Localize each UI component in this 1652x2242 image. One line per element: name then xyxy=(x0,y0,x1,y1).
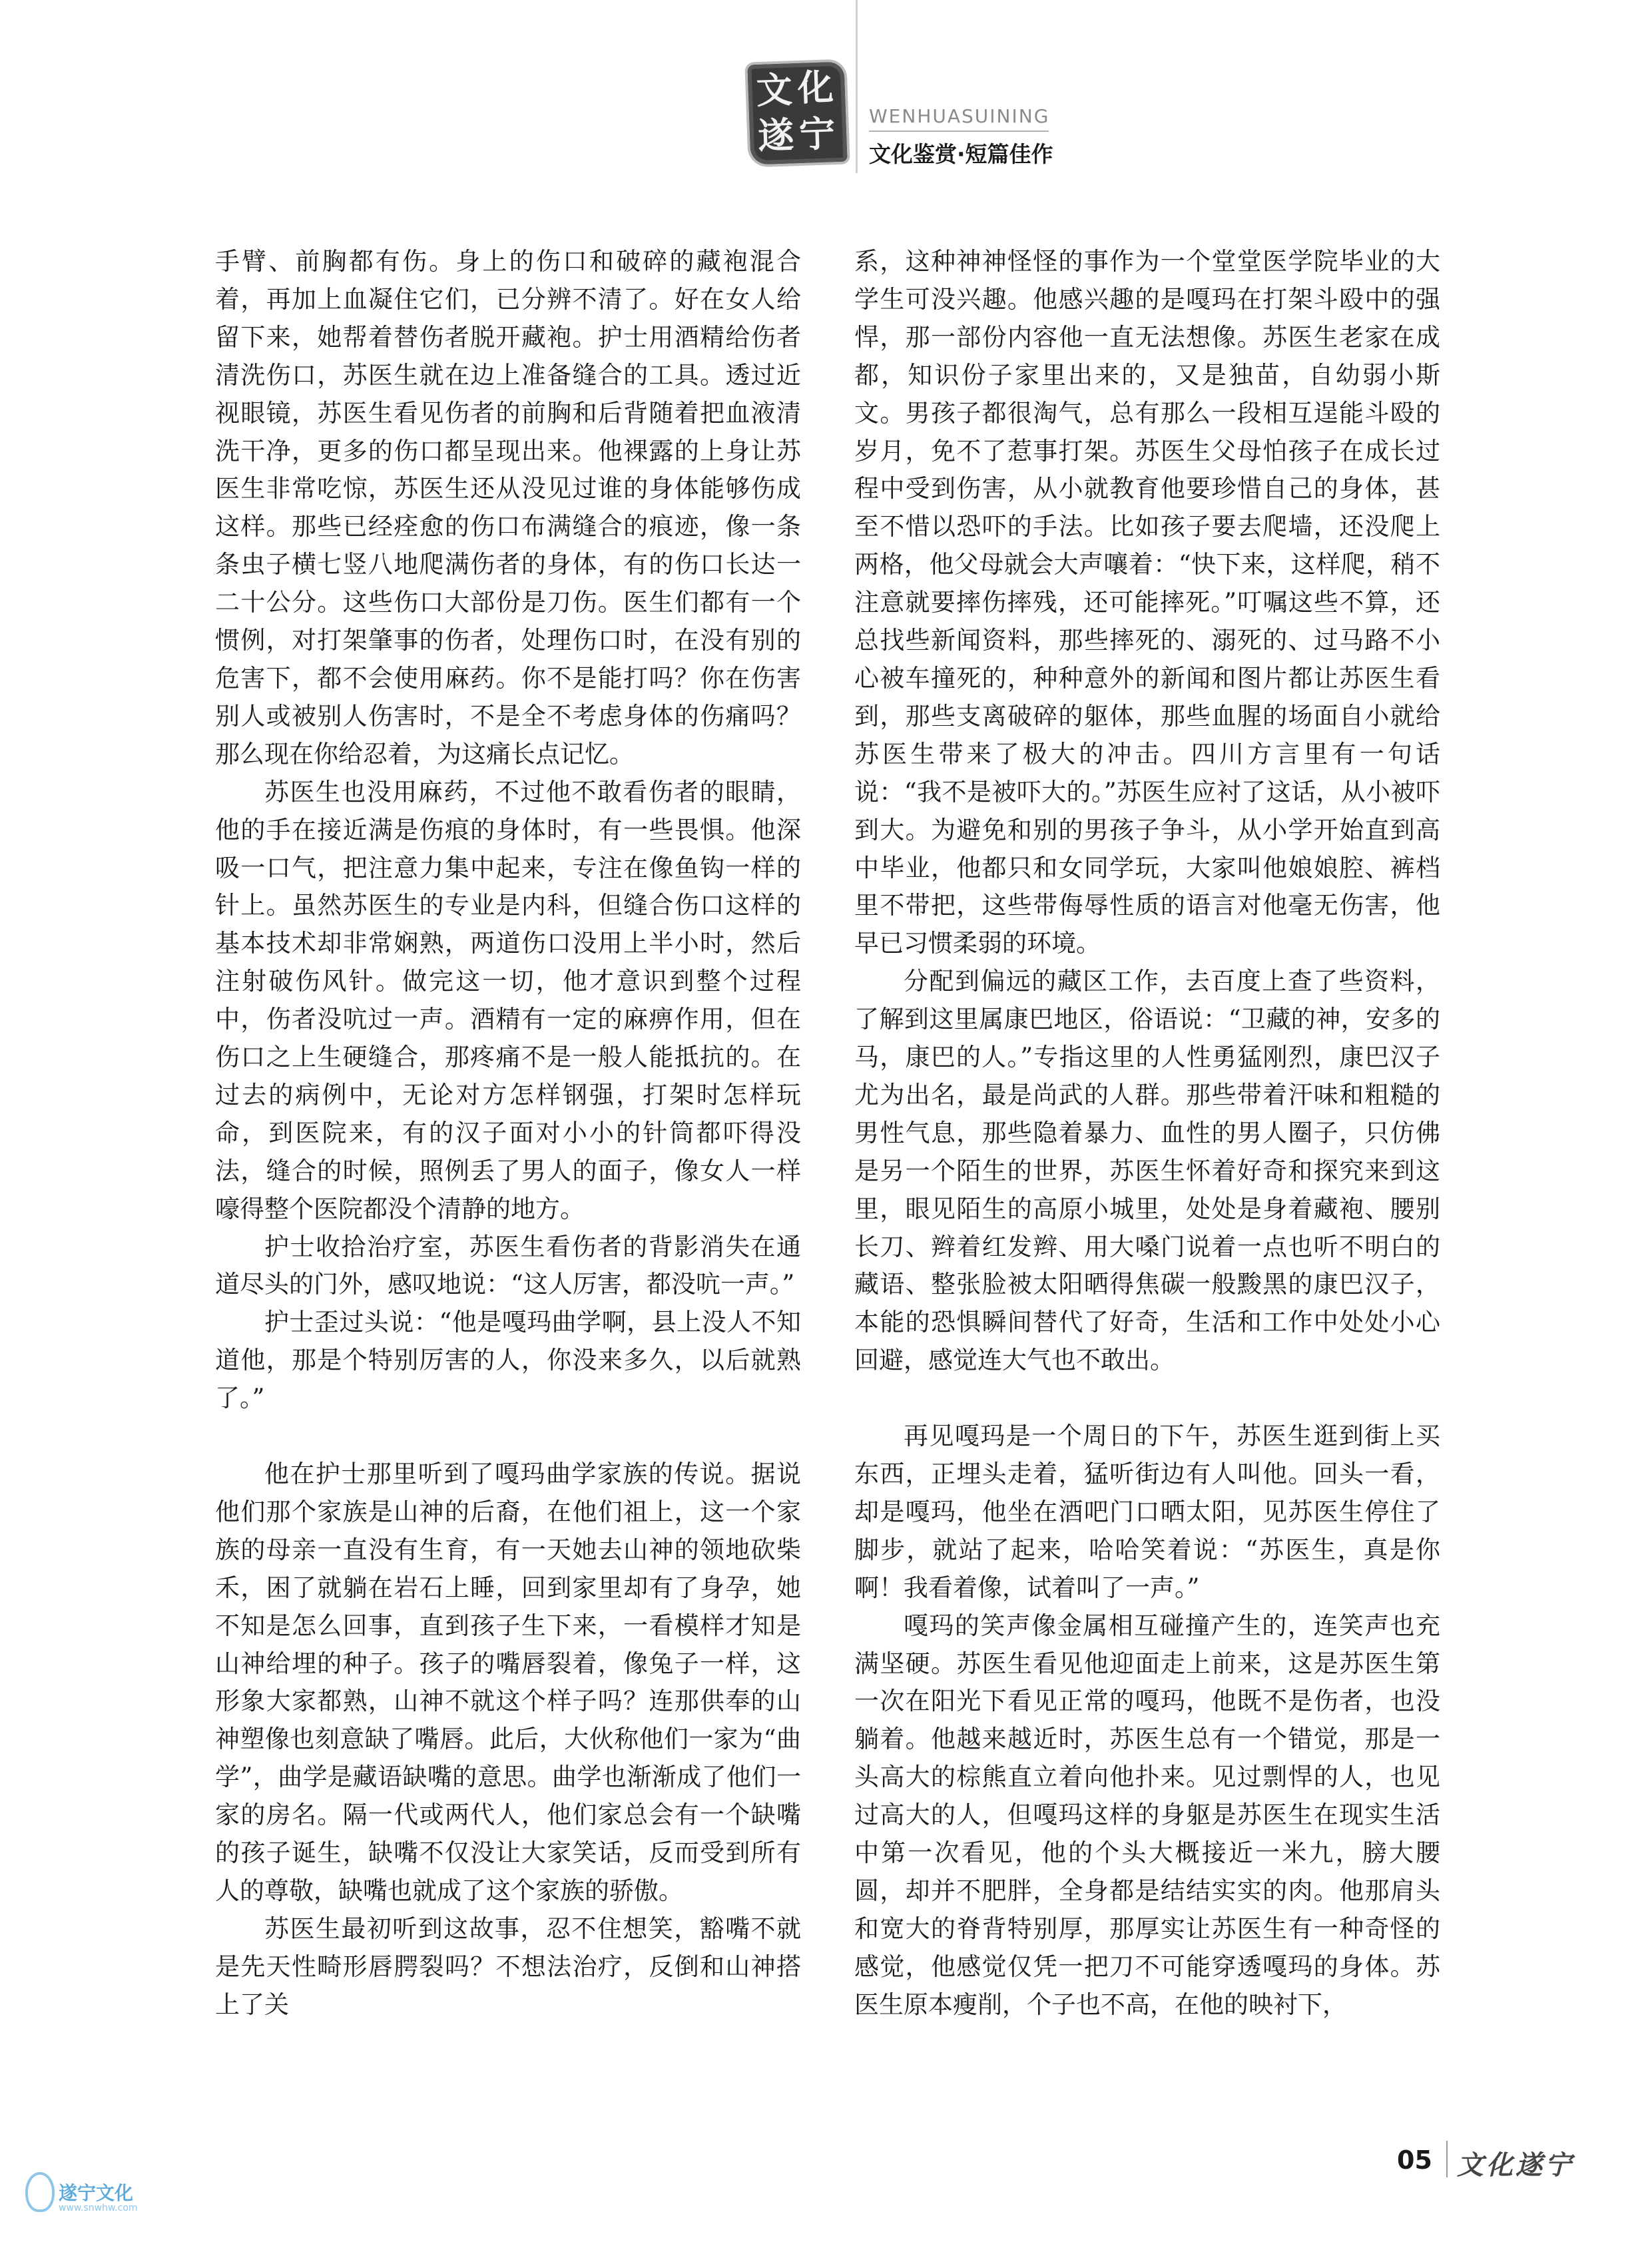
watermark-url: www.snwhw.com xyxy=(59,2203,138,2213)
footer-brand: 文化遂宁 xyxy=(1457,2149,1574,2181)
paragraph: 再见嘎玛是一个周日的下午，苏医生逛到街上买东西，正埋头走着，猛听街边有人叫他。回头一看，却是嘎玛，他坐在酒吧门口晒太阳，见苏医生停住了脚步，就站了起来，哈哈笑着说：“苏医生，真是你啊！我看着像，试着叫了一声。” xyxy=(854,1422,1440,1602)
section-gap xyxy=(215,1418,801,1456)
paragraph: 系，这种神神怪怪的事作为一个堂堂医学院毕业的大学生可没兴趣。他感兴趣的是嘎玛在打架斗殴中的强悍，那一部份内容他一直无法想像。苏医生老家在成都，知识份子家里出来的，又是独苗，自幼弱小斯文。男孩子都很淘气，总有那么一段相互逞能斗殴的岁月，免不了惹事打架。苏医生父母怕孩子在成长过程中受到伤害，从小就教育他要珍惜自己的身体，甚至不惜以恐吓的手法。比如孩子要去爬墙，还没爬上两格，他父母就会大声嚷着：“快下来，这样爬，稍不注意就要摔伤摔残，还可能摔死。”叮嘱这些不算，还总找些新闻资料，那些摔死的、溺死的、过马路不小心被车撞死的，种种意外的新闻和图片都让苏医生看到，那些支离破碎的躯体，那些血腥的场面自小就给苏医生带来了极大的冲击。四川方言里有一句话说：“我不是被吓大的。”苏医生应衬了这话，从小被吓到大。为避免和别的男孩子争斗，从小学开始直到高中毕业，他都只和女同学玩，大家叫他娘娘腔、裤档里不带把，这些带侮辱性质的语言对他毫无伤害，他早已习惯柔弱的环境。 xyxy=(854,247,1440,958)
watermark-text: 遂宁文化 xyxy=(59,2182,134,2204)
page-number: 05 xyxy=(1397,2145,1432,2175)
brand-latin-name: WENHUASUINING xyxy=(869,105,1050,127)
article-column-right xyxy=(854,243,1440,2024)
paragraph: 分配到偏远的藏区工作，去百度上查了些资料，了解到这里属康巴地区，俗语说：“卫藏的神，安多的马，康巴的人。”专指这里的人性勇猛刚烈，康巴汉子尤为出名，最是尚武的人群。那些带着汗味和粗糙的男性气息，那些隐着暴力、血性的男人圈子，只仿佛是另一个陌生的世界，苏医生怀着好奇和探究来到这里，眼见陌生的高原小城里，处处是身着藏袍、腰别长刀、辫着红发辫、用大嗓门说着一点也听不明白的藏语、整张脸被太阳晒得焦碳一般黢黑的康巴汉子，本能的恐惧瞬间替代了好奇，生活和工作中处处小心回避，感觉连大气也不敢出。 xyxy=(854,967,1440,1375)
paragraph: 苏医生最初听到这故事，忍不住想笑，豁嘴不就是先天性畸形唇腭裂吗？不想法治疗，反倒和山神搭上了关 xyxy=(215,1914,801,2019)
footer-separator xyxy=(1446,2141,1448,2177)
seal-char: 宁 xyxy=(798,112,836,156)
section-gap xyxy=(854,1380,1440,1418)
section-label: 文化鉴赏·短篇佳作 xyxy=(869,141,1053,167)
paragraph: 嘎玛的笑声像金属相互碰撞产生的，连笑声也充满坚硬。苏医生看见他迎面走上前来，这是苏医生第一次在阳光下看见正常的嘎玛，他既不是伤者，也没躺着。他越来越近时，苏医生总有一个错觉，那是一头高大的棕熊直立着向他扑来。见过剽悍的人，也见过高大的人，但嘎玛这样的身躯是苏医生在现实生活中第一次看见，他的个头大概接近一米九，膀大腰圆，却并不肥胖，全身都是结结实实的肉。他那肩头和宽大的脊背特别厚，那厚实让苏医生有一种奇怪的感觉，他感觉仅凭一把刀不可能穿透嘎玛的身体。苏医生原本瘦削，个子也不高，在他的映衬下， xyxy=(854,1611,1440,2019)
header-rule xyxy=(869,131,1049,132)
paragraph: 护士歪过头说：“他是嘎玛曲学啊，县上没人不知道他，那是个特别厉害的人，你没来多久，以后就熟了。” xyxy=(215,1308,801,1413)
watermark-logo-icon xyxy=(25,2172,55,2212)
paragraph: 手臂、前胸都有伤。身上的伤口和破碎的藏袍混合着，再加上血凝住它们，已分辨不清了。好在女人给留下来，她帮着替伤者脱开藏袍。护士用酒精给伤者清洗伤口，苏医生就在边上准备缝合的工具。透过近视眼镜，苏医生看见伤者的前胸和后背随着把血液清洗干净，更多的伤口都呈现出来。他裸露的上身让苏医生非常吃惊，苏医生还从没见过谁的身体能够伤成这样。那些已经痊愈的伤口布满缝合的痕迹，像一条条虫子横七竖八地爬满伤者的身体，有的伤口长达一二十公分。这些伤口大部份是刀伤。医生们都有一个惯例，对打架肇事的伤者，处理伤口时，在没有别的危害下，都不会使用麻药。你不是能打吗？你在伤害别人或被别人伤害时，不是全不考虑身体的伤痛吗？那么现在你给忍着，为这痛长点记忆。 xyxy=(215,247,801,768)
article-column-left xyxy=(215,243,801,2024)
seal-char: 化 xyxy=(796,65,834,109)
header-divider-line xyxy=(856,0,858,173)
paragraph: 他在护士那里听到了嘎玛曲学家族的传说。据说他们那个家族是山神的后裔，在他们祖上，这一个家族的母亲一直没有生育，有一天她去山神的领地砍柴禾，困了就躺在岩石上睡，回到家里却有了身孕，她不知是怎么回事，直到孩子生下来，一看模样才知是山神给埋的种子。孩子的嘴唇裂着，像兔子一样，这形象大家都熟，山神不就这个样子吗？连那供奉的山神塑像也刻意缺了嘴唇。此后，大伙称他们一家为“曲学”，曲学是藏语缺嘴的意思。曲学也渐渐成了他们一家的房名。隔一代或两代人，他们家总会有一个缺嘴的孩子诞生，缺嘴不仅没让大家笑话，反而受到所有人的尊敬，缺嘴也就成了这个家族的骄傲。 xyxy=(215,1459,801,1905)
seal-char: 文 xyxy=(755,68,793,113)
magazine-seal-logo xyxy=(747,62,847,165)
paragraph: 护士收拾治疗室，苏医生看伤者的背影消失在通道尽头的门外，感叹地说：“这人厉害，都没吭一声。” xyxy=(215,1232,801,1299)
seal-char: 遂 xyxy=(757,113,795,158)
paragraph: 苏医生也没用麻药，不过他不敢看伤者的眼睛，他的手在接近满是伤痕的身体时，有一些畏惧。他深吸一口气，把注意力集中起来，专注在像鱼钩一样的针上。虽然苏医生的专业是内科，但缝合伤口这样的基本技术却非常娴熟，两道伤口没用上半小时，然后注射破伤风针。做完这一切，他才意识到整个过程中，伤者没吭过一声。酒精有一定的麻痹作用，但在伤口之上生硬缝合，那疼痛不是一般人能抵抗的。在过去的病例中，无论对方怎样钢强，打架时怎样玩命，到医院来，有的汉子面对小小的针筒都吓得没法，缝合的时候，照例丢了男人的面子，像女人一样嚎得整个医院都没个清静的地方。 xyxy=(215,777,801,1223)
